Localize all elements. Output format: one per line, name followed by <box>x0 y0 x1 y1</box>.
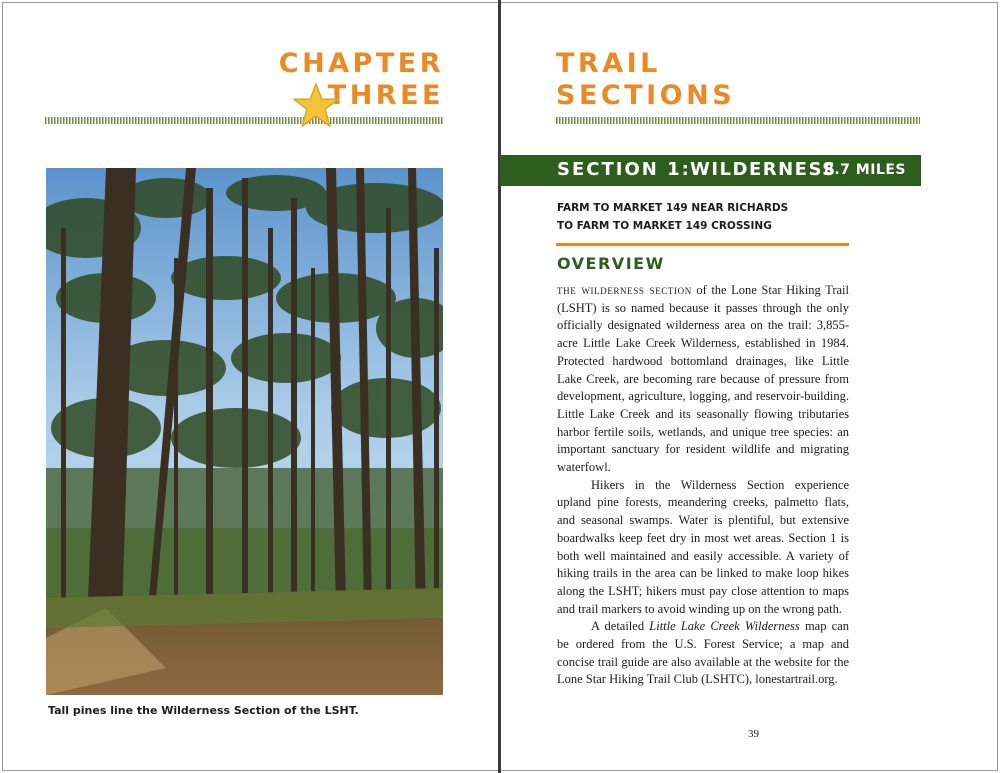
chapter-heading-line2: THREE <box>327 80 444 111</box>
book-spine <box>498 0 501 773</box>
body-text <box>557 282 849 689</box>
overview-heading: OVERVIEW <box>557 254 665 273</box>
section-bar <box>500 155 921 186</box>
chapter-heading-line1: CHAPTER <box>278 48 444 79</box>
paragraph-2: Hikers in the Wilderness Section experience upland pine forests, meandering creeks, palmetto flats, and seasonal swamps. Water is plentiful, but extensive boardwalks keep feet dry in most wet areas. Section 1 is both well maintained and easily accessible. A variety of hiking trails in the area can be linked to make loop hikes along the LSHT; hikers must pay close attention to maps and trail markers to avoid winding up on the wrong path. <box>557 477 849 616</box>
page-number: 39 <box>748 728 759 740</box>
route-line1: FARM TO MARKET 149 NEAR RICHARDS <box>557 202 789 214</box>
paragraph-1-lead: the wilderness section <box>557 283 692 297</box>
route-line2: TO FARM TO MARKET 149 CROSSING <box>557 220 772 232</box>
left-dashed-rule <box>45 117 443 124</box>
right-dashed-rule <box>556 117 920 124</box>
paragraph-3-rest: map can be ordered from the U.S. Forest Service; a map and concise trail guide are also available at the website for the Lone Star Hiking Trail Club (LSHTC), lonestartrail.org. <box>557 619 849 687</box>
route-description <box>557 199 788 235</box>
trail-heading-line1: TRAIL <box>556 48 661 79</box>
paragraph-1 <box>557 282 849 477</box>
trail-sections-heading <box>556 48 735 112</box>
star-icon <box>292 82 340 130</box>
paragraph-3 <box>557 618 849 689</box>
orange-divider <box>556 243 849 246</box>
section-name: WILDERNESS <box>690 159 837 180</box>
section-number: SECTION 1: <box>557 159 691 180</box>
map-title: Little Lake Creek Wilderness <box>649 619 800 634</box>
pine-forest-photo <box>46 168 443 695</box>
paragraph-1-rest: of the Lone Star Hiking Trail (LSHT) is so named because it passes through the only officially designated wilderness area on the trail: 3,855-acre Little Lake Creek Wilderness, established in 1984. Protected hardwood bottomland drainages, like Little Lake Creek, are becoming rare because of pressure from development, agriculture, logging, and reservoir-building. Little Lake Creek and its seasonally flowing tributaries harbor fertile soils, wetlands, and unique tree species: an important sanctuary for resident wildlife and migrating waterfowl. <box>557 283 849 475</box>
trail-heading-line2: SECTIONS <box>556 80 736 111</box>
paragraph-3-start: A detailed <box>591 619 650 634</box>
photo-caption: Tall pines line the Wilderness Section of the LSHT. <box>48 704 359 717</box>
section-miles: 8.7 MILES <box>824 162 906 178</box>
